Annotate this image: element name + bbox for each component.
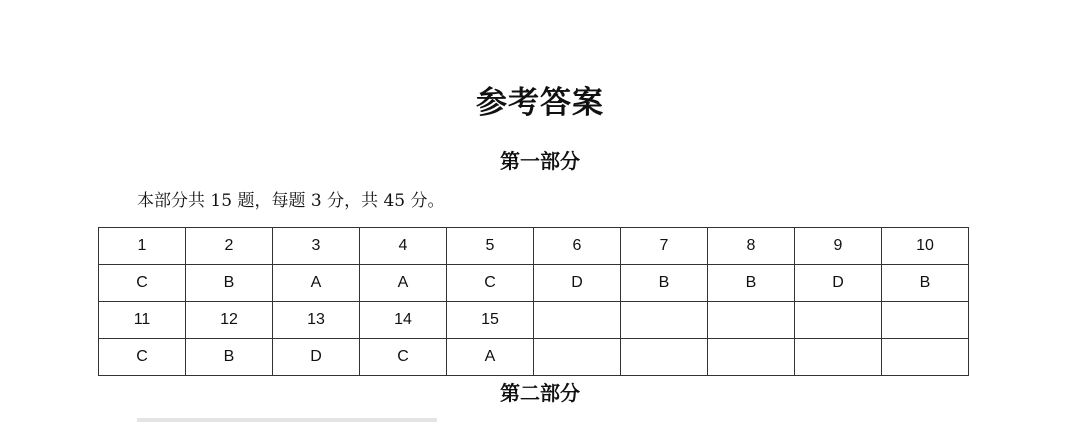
answer-cell: D bbox=[795, 265, 882, 302]
answer-cell: A bbox=[447, 339, 534, 376]
section-heading-part-1: 第一部分 bbox=[500, 149, 580, 173]
answer-cell: C bbox=[99, 265, 186, 302]
answer-cell bbox=[708, 339, 795, 376]
question-number-cell: 11 bbox=[99, 302, 186, 339]
part-1-instructions: 本部分共 15 题，每题 3 分，共 45 分。 bbox=[137, 191, 445, 211]
answer-cell: B bbox=[621, 265, 708, 302]
answer-cell bbox=[882, 339, 969, 376]
cut-off-text-line bbox=[137, 418, 437, 422]
question-number-cell bbox=[708, 302, 795, 339]
question-number-cell bbox=[795, 302, 882, 339]
answer-cell: D bbox=[534, 265, 621, 302]
answer-row bbox=[99, 339, 969, 376]
question-number-cell: 7 bbox=[621, 228, 708, 265]
question-number-cell: 10 bbox=[882, 228, 969, 265]
question-number-cell: 12 bbox=[186, 302, 273, 339]
answer-cell: B bbox=[186, 339, 273, 376]
question-number-cell: 14 bbox=[360, 302, 447, 339]
answer-cell: B bbox=[186, 265, 273, 302]
answer-key-table bbox=[98, 227, 969, 376]
answer-cell: A bbox=[273, 265, 360, 302]
answer-cell: C bbox=[447, 265, 534, 302]
section-heading-part-2: 第二部分 bbox=[500, 381, 580, 405]
answer-cell bbox=[534, 339, 621, 376]
question-number-cell: 6 bbox=[534, 228, 621, 265]
answer-row bbox=[99, 265, 969, 302]
question-number-cell: 1 bbox=[99, 228, 186, 265]
question-number-cell: 9 bbox=[795, 228, 882, 265]
question-number-cell: 4 bbox=[360, 228, 447, 265]
question-number-cell bbox=[621, 302, 708, 339]
answer-cell: A bbox=[360, 265, 447, 302]
question-number-cell: 8 bbox=[708, 228, 795, 265]
question-number-cell bbox=[534, 302, 621, 339]
question-number-cell: 5 bbox=[447, 228, 534, 265]
question-number-cell: 13 bbox=[273, 302, 360, 339]
answer-cell: B bbox=[708, 265, 795, 302]
answer-cell: D bbox=[273, 339, 360, 376]
answer-cell bbox=[795, 339, 882, 376]
answer-cell: B bbox=[882, 265, 969, 302]
question-number-cell: 15 bbox=[447, 302, 534, 339]
page-title: 参考答案 bbox=[476, 85, 604, 121]
question-number-row bbox=[99, 228, 969, 265]
question-number-cell: 2 bbox=[186, 228, 273, 265]
answer-cell: C bbox=[360, 339, 447, 376]
question-number-cell: 3 bbox=[273, 228, 360, 265]
question-number-row bbox=[99, 302, 969, 339]
answer-cell: C bbox=[99, 339, 186, 376]
answer-key-table-body bbox=[99, 228, 969, 376]
question-number-cell bbox=[882, 302, 969, 339]
answer-cell bbox=[621, 339, 708, 376]
